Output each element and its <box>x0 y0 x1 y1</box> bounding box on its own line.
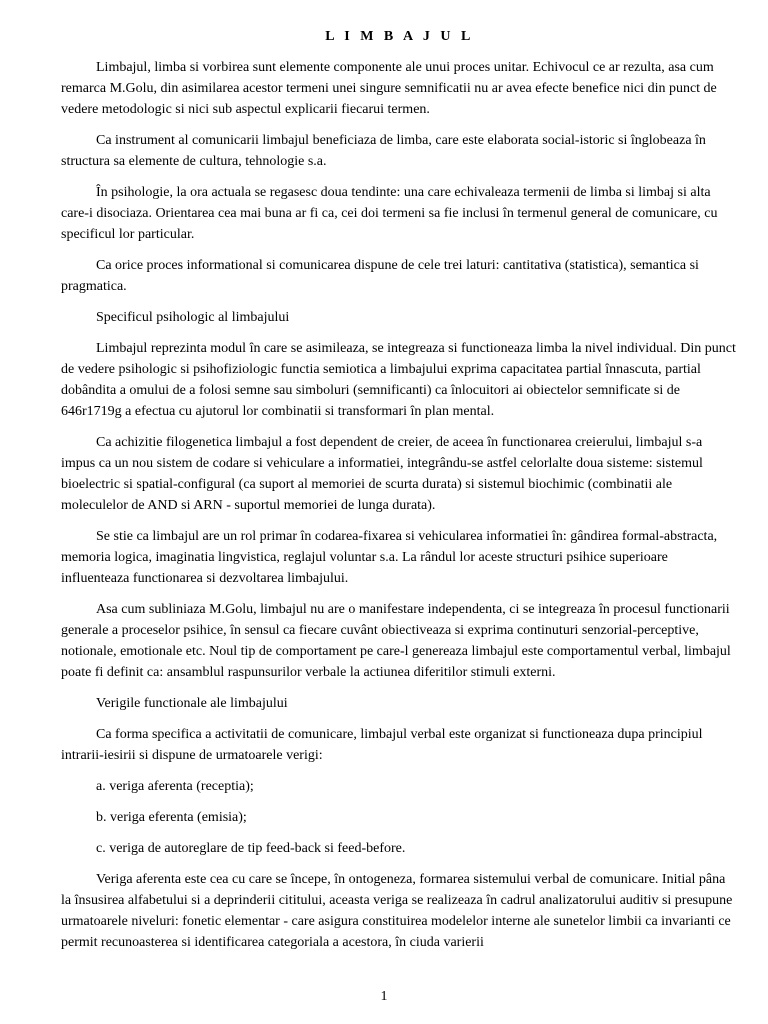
paragraph-laturi: Ca orice proces informational si comunicarea dispune de cele trei laturi: cantitativa (statistica), semantica si pragmatica. <box>61 258 699 294</box>
document-title: L I M B A J U L <box>325 29 474 44</box>
paragraph-intrare-iesire: Ca forma specifica a activitatii de comunicare, limbajul verbal este organizat si functioneaza dupa principiul intrarii-iesirii si dispune de urmatoarele verigi: <box>61 727 703 763</box>
list-item-veriga-autoreglare: c. veriga de autoreglare de tip feed-back si feed-before. <box>96 841 406 856</box>
section-heading-verigile: Verigile functionale ale limbajului <box>96 696 288 711</box>
list-item-veriga-aferenta: a. veriga aferenta (receptia); <box>96 779 254 794</box>
paragraph-intro: Limbajul, limba si vorbirea sunt elemente componente ale unui proces unitar. Echivocul ce ar rezulta, asa cum remarca M.Golu, din asimilarea acestor termeni unei singure semnificatii nu ar avea efecte benefice nici din punct de vedere metodologic si nici sub aspectul explicarii fiecarui termen. <box>61 60 717 117</box>
list-item-veriga-eferenta: b. veriga eferenta (emisia); <box>96 810 247 825</box>
paragraph-achizitie: Ca achizitie filogenetica limbajul a fost dependent de creier, de aceea în functionarea creierului, limbajul s-a impus ca un nou sistem de codare si vehiculare a informatiei, integrându-se astfel celorlalte doua sisteme: sistemul bioelectric si spatial-configural (ca suport al memoriei de scurta durata) si sistemul biochimic (combinatii ale moleculelor de AND si ARN - suportul memoriei de lunga durata). <box>61 435 703 513</box>
section-heading-specificul: Specificul psihologic al limbajului <box>96 310 290 325</box>
paragraph-instrument: Ca instrument al comunicarii limbajul beneficiaza de limba, care este elaborata social-istoric si înglobeaza în structura sa elemente de cultura, tehnologie s.a. <box>61 133 706 169</box>
paragraph-comportament-verbal: Asa cum subliniaza M.Golu, limbajul nu are o manifestare independenta, ci se integreaza în procesul functionarii generale a proceselor psihice, în sensul ca fiecare cuvânt obiectiveaza si exprima continuturi senzorial-perceptive, notionale, emotionale etc. Noul tip de comportament pe care-l genereaza limbajul este comportamentul verbal, limbajul poate fi definit ca: ansamblul raspunsurilor verbale la actiunea diferitilor stimuli externi. <box>61 602 731 680</box>
paragraph-rol-primar: Se stie ca limbajul are un rol primar în codarea-fixarea si vehicularea informatiei în: gândirea formal-abstracta, memoria logica, imaginatia lingvistica, reglajul voluntar s.a. La rândul lor aceste structuri psihice superioare influenteaza functionarea si dezvoltarea limbajului. <box>61 529 718 586</box>
paragraph-functia-semiotica: Limbajul reprezinta modul în care se asimileaza, se integreaza si functioneaza limba la nivel individual. Din punct de vedere psihologic si psihofiziologic functia semiotica a limbajului exprima capacitatea partial înnascuta, partial dobândita a omului de a folosi semne sau simboluri (semnificanti) ca înlocuitori ai obiectelor semnificate si de 646r1719g a efectua cu ajutorul lor combinatii si transformari în plan mental. <box>61 341 736 419</box>
paragraph-tendinte: În psihologie, la ora actuala se regasesc doua tendinte: una care echivaleaza termenii de limba si limbaj si alta care-i disociaza. Orientarea cea mai buna ar fi ca, cei doi termeni sa fie inclusi în termenul general de comunicare, cu specificul lor particular. <box>61 185 718 242</box>
page-number: 1 <box>380 989 388 1004</box>
paragraph-veriga-aferenta: Veriga aferenta este cea cu care se începe, în ontogeneza, formarea sistemului verbal de comunicare. Initial pâna la însusirea alfabetului si a deprinderii cititului, aceasta veriga se realizeaza în cadrul analizatorului auditiv si presupune urmatoarele niveluri: fonetic elementar - care asigura constituirea modelelor interne ale sunetelor limbii ca invarianti ce permit recunoasterea si identificarea categoriala a acestora, în ciuda varierii <box>61 872 733 950</box>
